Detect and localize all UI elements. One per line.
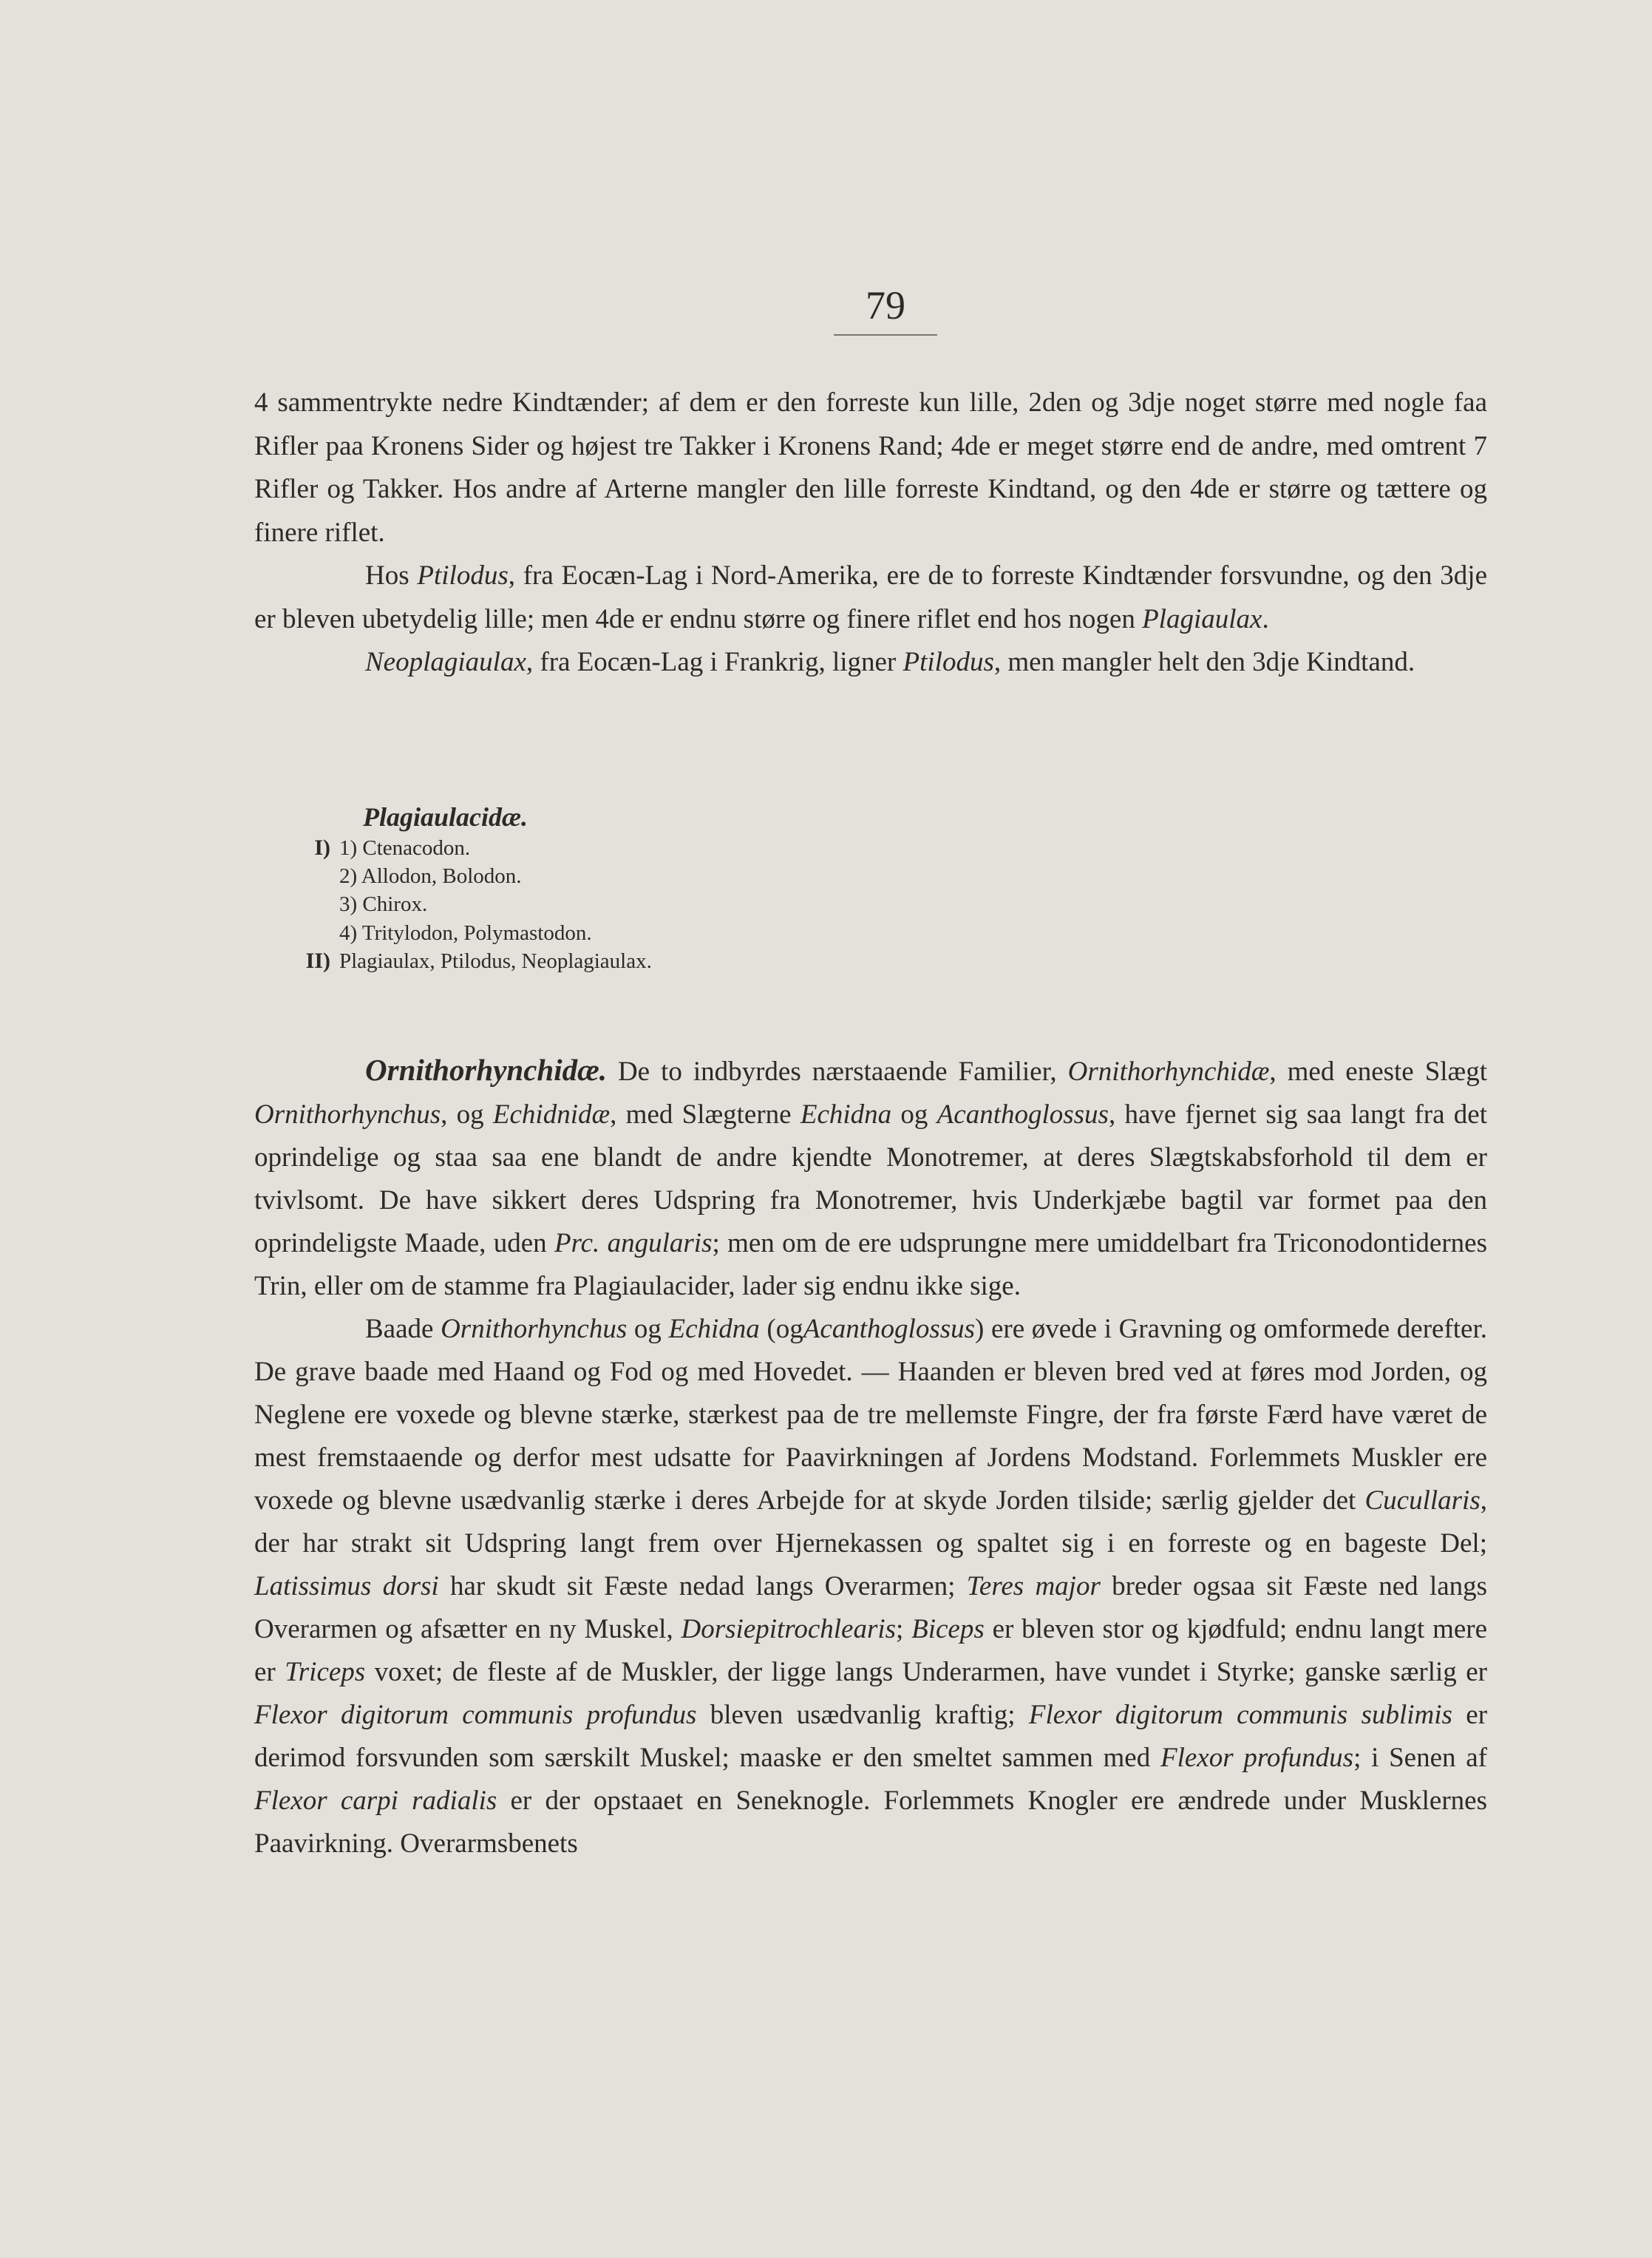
paragraph-1 [254, 382, 1487, 555]
muscle-name: Flexor carpi radialis [254, 1786, 497, 1816]
text-run: og [633, 1314, 662, 1344]
text-run: ; [896, 1614, 904, 1644]
taxon-name: Ornithorhynchus [441, 1314, 628, 1344]
text-run: ; men om de ere udsprungne mere umiddelbart fra Triconodontidernes Trin, eller om de stamme fra Plagiaulacider, lader sig endnu ikke sige. [254, 1228, 1487, 1301]
genus-name: Ptilodus [417, 560, 509, 591]
lower-text-block [254, 1048, 1487, 1865]
paragraph-1-text: 4 sammentrykte nedre Kindtænder; af dem er den forreste kun lille, 2den og 3dje noget større med nogle faa Rifler paa Kronens Sider og højest tre Takker i Kronens Rand; 4de er meget større end de andre, med omtrent 7 Rifler og Takker. Hos andre af Arterne mangler den lille forreste Kindtand, og den 4de er større og tættere og finere riflet. [254, 387, 1487, 548]
text-run: , og [441, 1099, 484, 1130]
text-run: breder ogsaa sit Fæste ned langs Overarmen og afsætter en ny Muskel, [254, 1571, 1488, 1644]
text-run: , fra Eocæn-Lag i Frankrig, ligner [526, 647, 897, 677]
group-label: II) [305, 948, 330, 973]
text-run: (og [766, 1314, 803, 1344]
text-run: , fra Eocæn-Lag i Nord-Amerika, ere de to forreste Kindtænder forsvundne, og den 3dje er bleven ubetydelig lille; men 4de er endnu større og finere riflet end hos nogen [254, 560, 1487, 634]
text-run: De to indbyrdes nærstaaende Familier, [617, 1057, 1057, 1087]
classification-row [254, 834, 920, 862]
paragraph-2 [254, 555, 1487, 641]
muscle-name: Flexor digitorum communis sublimis [1028, 1700, 1452, 1730]
muscle-name: Teres major [966, 1571, 1101, 1601]
text-run: og [900, 1099, 928, 1130]
muscle-name: Flexor digitorum communis profundus [254, 1700, 697, 1730]
list-item: Plagiaulax, Ptilodus, Neoplagiaulax. [339, 949, 652, 973]
text-run: , der har strakt sit Udspring langt frem over Hjernekassen og spaltet sig i en forreste og en bageste Del; [254, 1485, 1487, 1559]
classification-row [254, 890, 920, 918]
taxon-name: Echidnidæ [492, 1099, 611, 1130]
text-run: voxet; de fleste af de Muskler, der ligge langs Underarmen, have vundet i Styrke; ganske særlig er [374, 1657, 1488, 1687]
paragraph-3 [254, 641, 1487, 685]
genus-name: Ptilodus [903, 647, 994, 677]
list-item: 3) Chirox. [339, 892, 428, 917]
text-run: er bleven stor og kjødfuld; endnu langt mere er [254, 1614, 1488, 1687]
text-run: Baade [365, 1314, 434, 1344]
classification-row [254, 947, 920, 975]
genus-name: Neoplagiaulax [365, 647, 526, 677]
text-run: er derimod forsvunden som særskilt Muskel; maaske er den smeltet sammen med [254, 1700, 1488, 1773]
taxon-name: Echidna [668, 1314, 760, 1344]
muscle-name: Triceps [285, 1657, 366, 1687]
muscle-name: Dorsiepitrochlearis [681, 1614, 897, 1644]
upper-text-block [254, 382, 1487, 685]
genus-name: Plagiaulax [1142, 603, 1262, 634]
muscle-name: Flexor profundus [1160, 1743, 1354, 1773]
section-heading: Ornithorhynchidæ. [365, 1053, 607, 1087]
group-label: I) [314, 835, 330, 860]
muscle-name: Cucullaris [1364, 1485, 1481, 1516]
text-run: ) ere øvede i Gravning og omformede derefter. De grave baade med Haand og Fod og med Hovedet. — Haanden er bleven bred ved at føres mod Jorden, og Neglene ere voxede og blevne stærke, stærkest paa de tre mellemste Fingre, der fra første Færd have været de mest fremstaaende og derfor mest udsatte for Paavirkningen af Jordens Modstand. Forlemmets Muskler ere voxede og blevne usædvanlig stærke i deres Arbejde for at skyde Jorden tilside; særlig gjelder det [254, 1314, 1488, 1516]
anatomy-term: Prc. angularis [554, 1228, 713, 1258]
taxon-name: Ornithorhynchidæ [1067, 1057, 1270, 1087]
muscle-name: Latissimus dorsi [254, 1571, 439, 1601]
text-run: bleven usædvanlig kraftig; [710, 1700, 1016, 1730]
text-run: ; i Senen af [1353, 1743, 1488, 1773]
text-run: har skudt sit Fæste nedad langs Overarmen; [449, 1571, 956, 1601]
taxon-name: Echidna [800, 1099, 892, 1130]
paragraph-4 [254, 1048, 1487, 1308]
taxon-name: Acanthoglossus [803, 1314, 976, 1344]
text-run: , med Slægterne [610, 1099, 792, 1130]
list-item: 2) Allodon, Bolodon. [339, 864, 522, 889]
list-item: 1) Ctenacodon. [339, 836, 471, 860]
list-item: 4) Tritylodon, Polymastodon. [339, 921, 592, 945]
taxon-name: Acanthoglossus [937, 1099, 1109, 1130]
text-run: , med eneste Slægt [1269, 1057, 1488, 1087]
paragraph-5 [254, 1308, 1487, 1865]
classification-row [254, 862, 920, 890]
classification-list [254, 800, 920, 975]
muscle-name: Biceps [911, 1614, 985, 1644]
taxon-name: Ornithorhynchus [254, 1099, 441, 1130]
page-number-rule [834, 334, 937, 336]
text-run: , have fjernet sig saa langt fra det oprindelige og staa saa ene blandt de andre kjendte Monotremer, at deres Slægtskabsforhold til dem er tvivlsomt. De have sikkert deres Udspring fra Monotremer, hvis Underkjæbe bagtil var formet paa den oprindeligste Maade, uden [254, 1099, 1488, 1258]
text-run: . [1262, 603, 1269, 634]
page-number: 79 [866, 283, 905, 328]
text-run: er der opstaaet en Seneknogle. Forlemmets Knogler ere ændrede under Musklernes Paavirkning. Overarmsbenets [254, 1786, 1487, 1859]
text-run: Hos [365, 560, 409, 591]
text-run: , men mangler helt den 3dje Kindtand. [993, 647, 1415, 677]
classification-row [254, 919, 920, 947]
classification-heading: Plagiaulacidæ. [363, 802, 528, 832]
